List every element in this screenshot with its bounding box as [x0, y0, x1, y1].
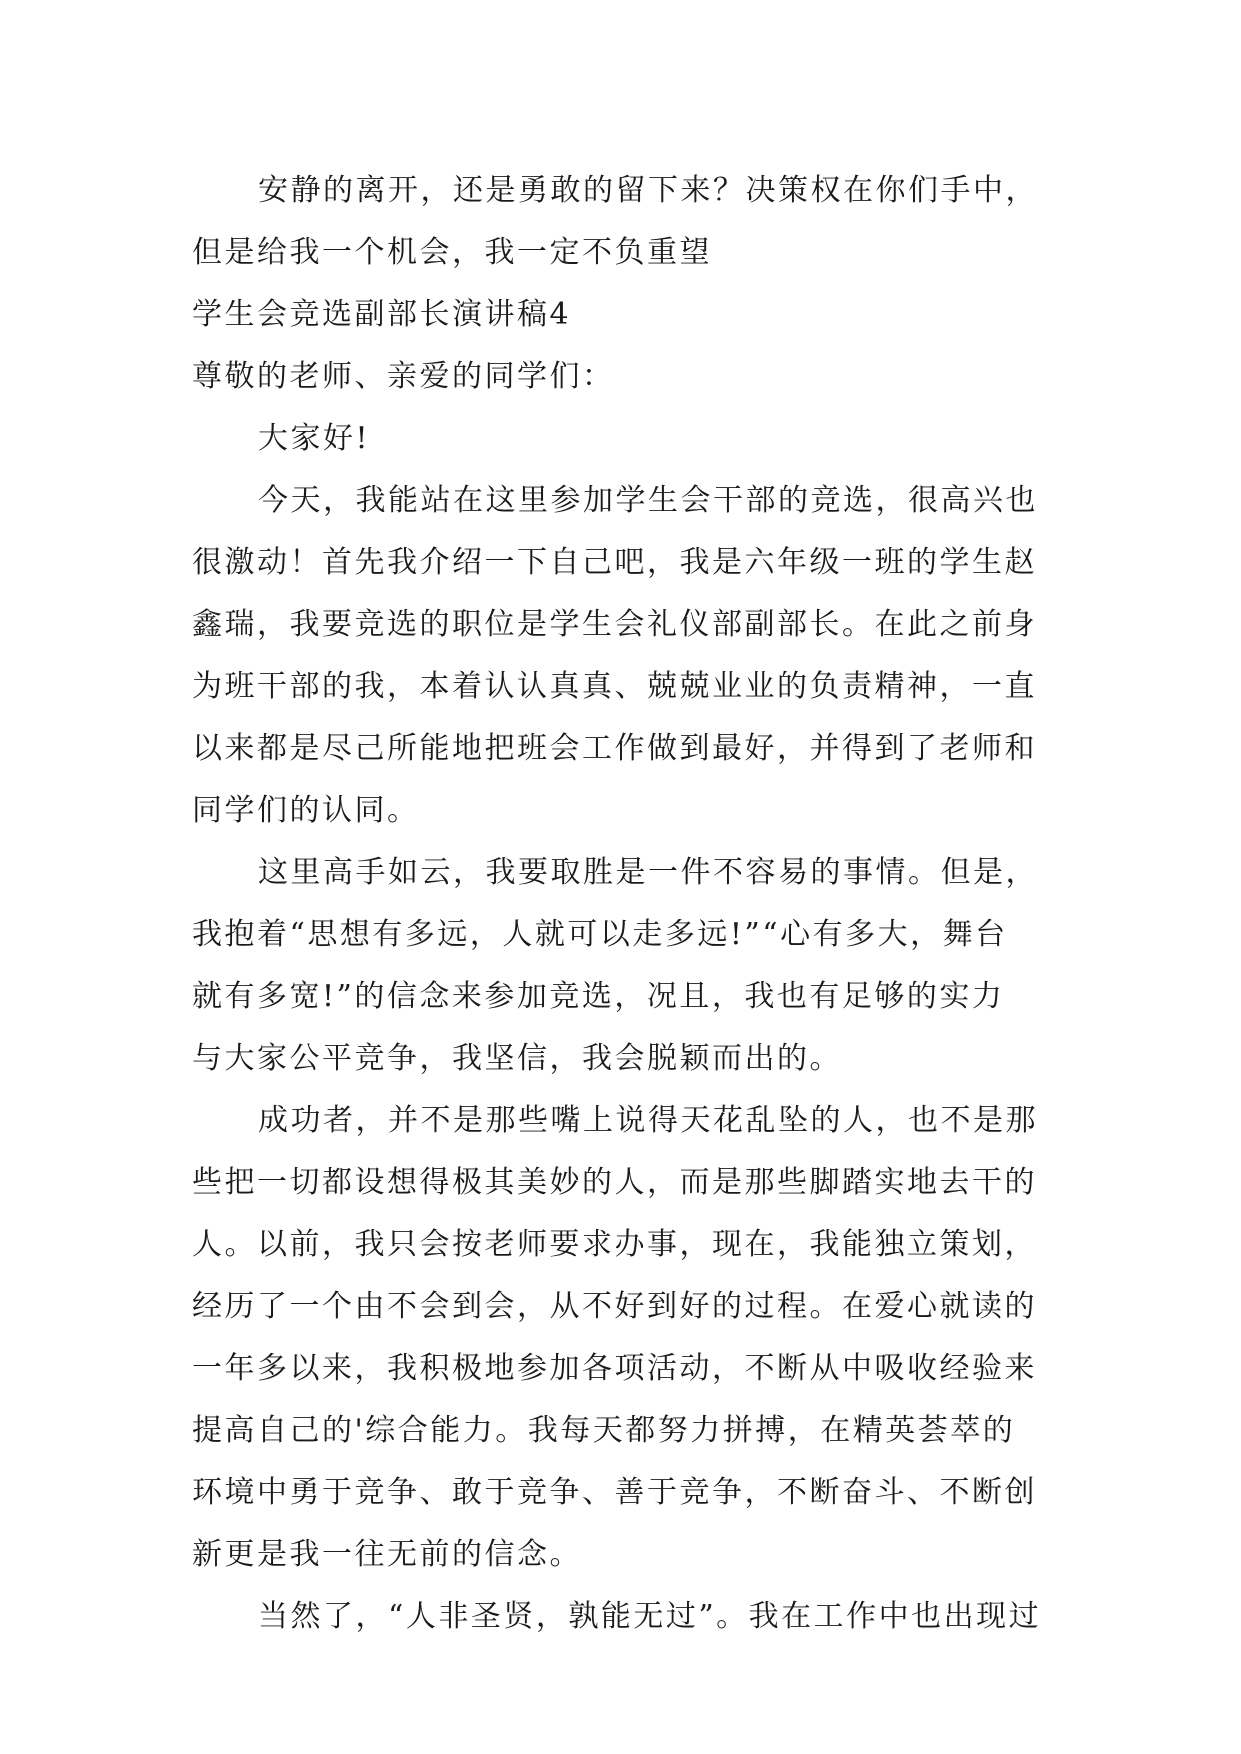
paragraph-1: [192, 470, 1052, 842]
text-line: 与大家公平竞争，我坚信，我会脱颖而出的。: [192, 1041, 842, 1076]
text-line: 就有多宽!”的信念来参加竞选，况且，我也有足够的实力: [192, 979, 1005, 1014]
text-line: 人。以前，我只会按老师要求办事，现在，我能独立策划，: [192, 1227, 1037, 1262]
text-line: 环境中勇于竞争、敢于竞争、善于竞争，不断奋斗、不断创: [192, 1475, 1037, 1510]
salutation: 尊敬的老师、亲爱的同学们：: [192, 359, 615, 394]
paragraph-2: [192, 842, 1052, 1090]
text-line: 成功者，并不是那些嘴上说得天花乱坠的人，也不是那: [258, 1103, 1038, 1138]
text-line: 我抱着“思想有多远，人就可以走多远!”“心有多大，舞台: [192, 917, 1008, 952]
text-line: 今天，我能站在这里参加学生会干部的竞选，很高兴也: [258, 483, 1038, 518]
document-body: [192, 160, 1052, 1648]
speech-heading: 学生会竞选副部长演讲稿4: [192, 297, 572, 332]
paragraph-4: [192, 1586, 1052, 1648]
text-line: 同学们的认同。: [192, 793, 420, 828]
paragraph-3: [192, 1090, 1052, 1586]
intro-paragraph: [192, 160, 1052, 284]
text-line: 一年多以来，我积极地参加各项活动，不断从中吸收经验来: [192, 1351, 1037, 1386]
text-line: 这里高手如云，我要取胜是一件不容易的事情。但是，: [258, 855, 1038, 890]
text-line: 经历了一个由不会到会，从不好到好的过程。在爱心就读的: [192, 1289, 1037, 1324]
text-line: 很激动！首先我介绍一下自己吧，我是六年级一班的学生赵: [192, 545, 1037, 580]
text-line: 为班干部的我，本着认认真真、兢兢业业的负责精神，一直: [192, 669, 1037, 704]
text-line: 但是给我一个机会，我一定不负重望: [192, 235, 712, 270]
text-line: 鑫瑞，我要竞选的职位是学生会礼仪部副部长。在此之前身: [192, 607, 1037, 642]
text-line: 新更是我一往无前的信念。: [192, 1537, 582, 1572]
text-line: 以来都是尽己所能地把班会工作做到最好，并得到了老师和: [192, 731, 1037, 766]
text-line: 当然了，“人非圣贤，孰能无过”。我在工作中也出现过: [258, 1599, 1042, 1634]
text-line: 安静的离开，还是勇敢的留下来？决策权在你们手中，: [258, 173, 1038, 208]
greeting: 大家好!: [258, 421, 371, 456]
text-line: 提高自己的'综合能力。我每天都努力拼搏，在精英荟萃的: [192, 1413, 1016, 1448]
text-line: 些把一切都设想得极其美妙的人，而是那些脚踏实地去干的: [192, 1165, 1037, 1200]
